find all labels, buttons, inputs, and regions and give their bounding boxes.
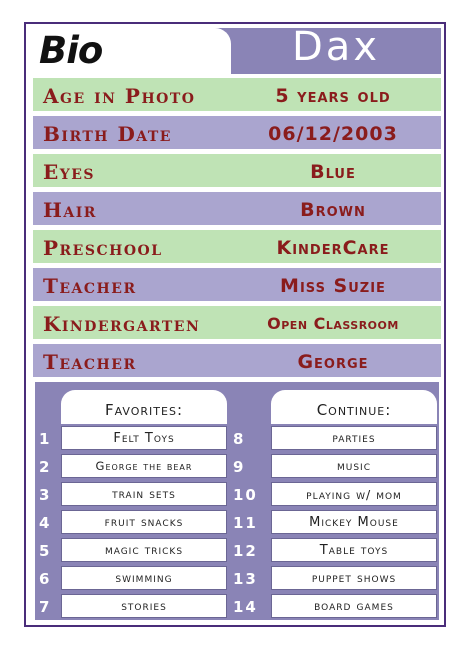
info-row-kindergarten-teacher <box>33 344 441 377</box>
info-label: Age in Photo <box>43 84 196 108</box>
item-number: 5 <box>39 542 52 560</box>
info-row-teacher <box>33 268 441 301</box>
info-row-age <box>33 78 441 111</box>
bio-tab <box>33 28 231 74</box>
info-value: George <box>297 351 369 373</box>
item-number: 4 <box>39 514 52 532</box>
favorite-item: swimming <box>61 566 227 590</box>
favorites-heading: Favorites: <box>61 390 227 424</box>
info-value: Open Classroom <box>267 314 399 333</box>
bio-title: Bio <box>39 29 103 72</box>
favorite-item: board games <box>271 594 437 618</box>
item-number: 6 <box>39 570 52 588</box>
favorite-item: George the bear <box>61 454 227 478</box>
info-label: Hair <box>43 198 97 222</box>
info-value: Blue <box>310 161 356 183</box>
favorites-panel <box>35 382 439 620</box>
item-number: 13 <box>233 570 258 588</box>
item-number: 3 <box>39 486 52 504</box>
favorite-item: train sets <box>61 482 227 506</box>
favorite-item: fruit snacks <box>61 510 227 534</box>
card-header <box>33 24 441 74</box>
favorite-item: Table toys <box>271 538 437 562</box>
item-number: 11 <box>233 514 258 532</box>
item-number: 7 <box>39 598 52 616</box>
item-number: 10 <box>233 486 258 504</box>
item-number: 12 <box>233 542 258 560</box>
favorite-item: music <box>271 454 437 478</box>
info-row-hair <box>33 192 441 225</box>
info-value: KinderCare <box>276 237 390 259</box>
favorite-item: magic tricks <box>61 538 227 562</box>
favorite-item: Mickey Mouse <box>271 510 437 534</box>
favorite-item: Felt Toys <box>61 426 227 450</box>
info-label: Eyes <box>43 160 96 184</box>
info-label: Teacher <box>43 350 137 374</box>
info-value: Brown <box>300 199 366 221</box>
bio-card <box>24 22 446 627</box>
favorite-item: playing w/ mom <box>271 482 437 506</box>
info-value: 5 years old <box>275 85 391 107</box>
info-row-eyes <box>33 154 441 187</box>
favorite-item: stories <box>61 594 227 618</box>
info-label: Preschool <box>43 236 163 260</box>
item-number: 2 <box>39 458 52 476</box>
item-number: 1 <box>39 430 52 448</box>
item-number: 8 <box>233 430 246 448</box>
child-name: Dax <box>292 24 380 70</box>
favorite-item: puppet shows <box>271 566 437 590</box>
info-label: Birth Date <box>43 122 172 146</box>
info-value: Miss Suzie <box>280 275 386 297</box>
continue-heading: Continue: <box>271 390 437 424</box>
item-number: 9 <box>233 458 246 476</box>
info-label: Teacher <box>43 274 137 298</box>
favorite-item: parties <box>271 426 437 450</box>
info-row-birth-date <box>33 116 441 149</box>
info-row-kindergarten <box>33 306 441 339</box>
info-value: 06/12/2003 <box>268 123 398 145</box>
info-label: Kindergarten <box>43 312 201 336</box>
info-row-preschool <box>33 230 441 263</box>
item-number: 14 <box>233 598 258 616</box>
